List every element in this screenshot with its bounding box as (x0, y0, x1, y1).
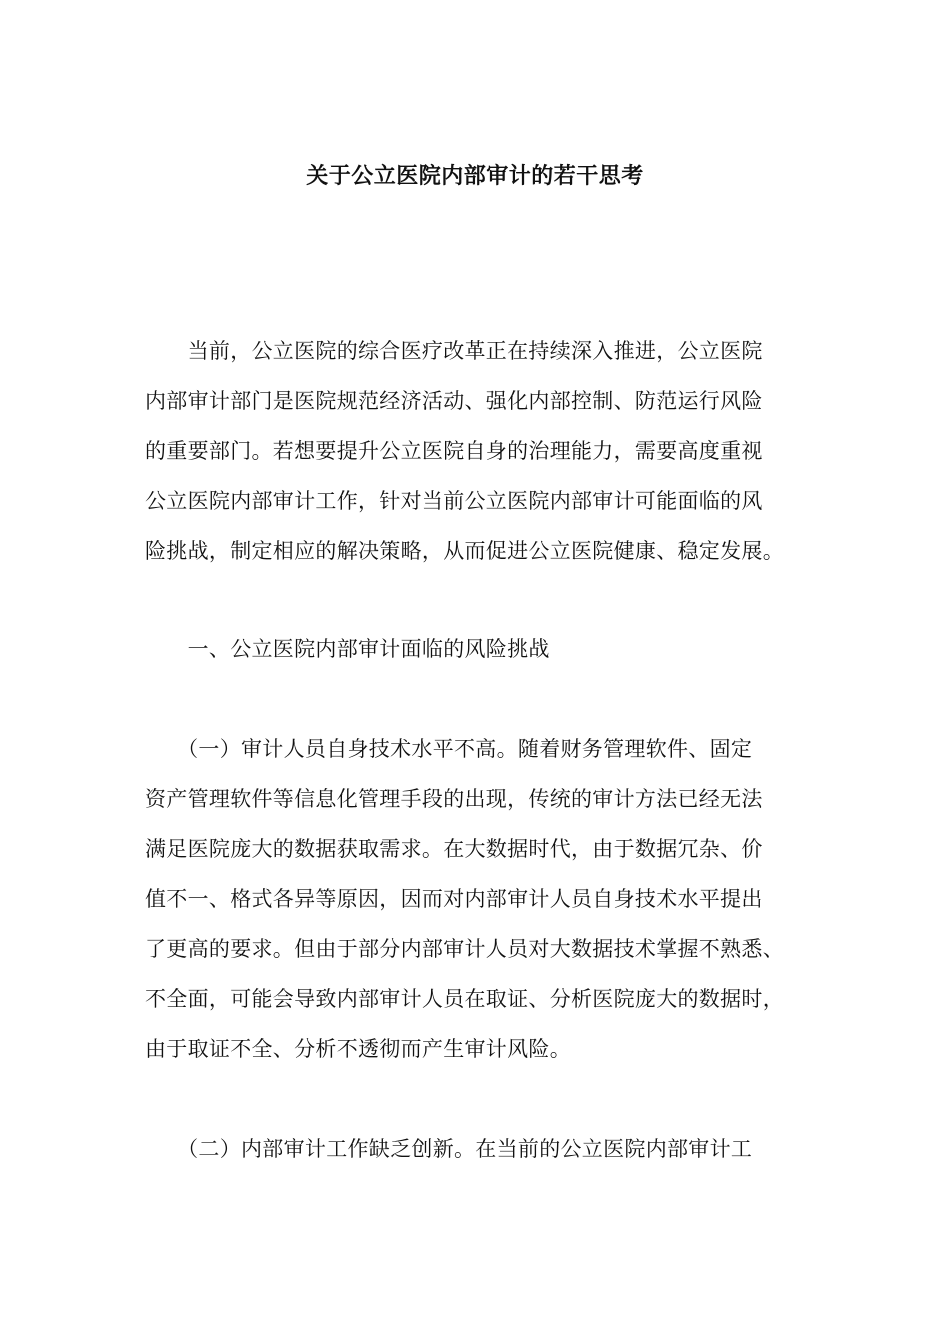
paragraph-2-line-6: 不全面，可能会导致内部审计人员在取证、分析医院庞大的数据时， (145, 987, 784, 1011)
paragraph-2-line-1: （一）审计人员自身技术水平不高。随着财务管理软件、固定 (145, 737, 753, 761)
section-heading-1: 一、公立医院内部审计面临的风险挑战 (145, 637, 550, 661)
paragraph-1-line-3: 的重要部门。若想要提升公立医院自身的治理能力，需要高度重视 (145, 439, 763, 463)
paragraph-2-line-2: 资产管理软件等信息化管理手段的出现，传统的审计方法已经无法 (145, 787, 763, 811)
paragraph-2-line-3: 满足医院庞大的数据获取需求。在大数据时代，由于数据冗杂、价 (145, 837, 763, 861)
paragraph-3-line-1: （二）内部审计工作缺乏创新。在当前的公立医院内部审计工 (145, 1137, 753, 1161)
paragraph-2-line-7: 由于取证不全、分析不透彻而产生审计风险。 (145, 1037, 571, 1061)
paragraph-2-line-4: 值不一、格式各异等原因，因而对内部审计人员自身技术水平提出 (145, 887, 763, 911)
paragraph-1-line-2: 内部审计部门是医院规范经济活动、强化内部控制、防范运行风险 (145, 389, 763, 413)
paragraph-2-line-5: 了更高的要求。但由于部分内部审计人员对大数据技术掌握不熟悉、 (145, 937, 784, 961)
document-title: 关于公立医院内部审计的若干思考 (306, 164, 644, 189)
paragraph-1-line-1: 当前，公立医院的综合医疗改革正在持续深入推进，公立医院 (145, 339, 763, 363)
paragraph-1-line-5: 险挑战，制定相应的解决策略，从而促进公立医院健康、稳定发展。 (145, 539, 784, 563)
paragraph-1-line-4: 公立医院内部审计工作，针对当前公立医院内部审计可能面临的风 (145, 489, 763, 513)
